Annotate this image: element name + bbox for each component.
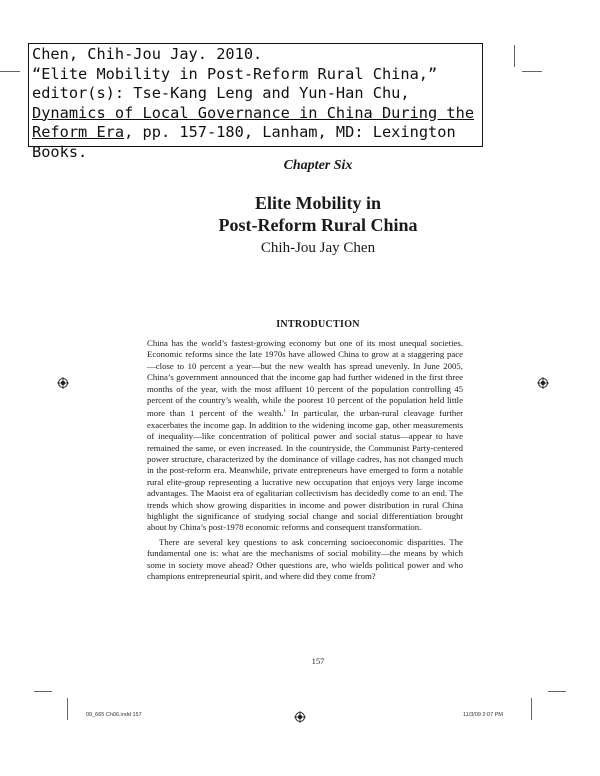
body-text (147, 338, 463, 582)
page-number: 157 (311, 656, 325, 666)
registration-mark-left-icon (57, 377, 69, 389)
chapter-title-line1: Elite Mobility in (255, 193, 381, 213)
crop-mark-bottom-left-v (67, 698, 68, 720)
paragraph-1-text-b: In particular, the urban-rural cleavage further exacerbates the income gap. In addition to the widening income gap, other measurements of inequality—like concentration of political power and social status—appear to have remained the same, or even increased. In the countryside, the Communist Party-centered power structure, characterized by the dominance of village cadres, has not changed much in the post-reform era. Meanwhile, private entrepreneurs have emerged to form a notable rural elite-group representing a lucrative new occupation that enjoys very large income advantages. The Maoist era of egalitarian collectivism has decidedly come to an end. The trends which show growing disparities in income and power distribution in rural China highlight the significance of studying social change and social differentiation brought about by China’s post-1978 economic reforms and consequent transformation. (147, 408, 463, 533)
crop-mark-top-left-h (0, 71, 20, 72)
crop-mark-top-right-h (522, 71, 542, 72)
citation-book-title: Dynamics of Local Governance in China During the (32, 103, 475, 122)
slug-file-info: 09_665 Ch06.indd 157 (86, 712, 142, 718)
chapter-title (0, 192, 600, 236)
paragraph-2 (147, 537, 463, 583)
registration-mark-right-icon (537, 377, 549, 389)
citation-line: Chen, Chih-Jou Jay. 2010. (32, 45, 263, 63)
citation-box (28, 43, 483, 161)
footnote-marker: 1 (283, 408, 287, 415)
registration-mark-bottom-icon (294, 711, 306, 723)
crop-mark-bottom-right-v (531, 698, 532, 720)
section-heading: INTRODUCTION (276, 319, 360, 330)
crop-mark-top-right-v (514, 45, 515, 67)
author-name: Chih-Jou Jay Chen (260, 240, 376, 256)
citation-line: “Elite Mobility in Post-Reform Rural China,” (32, 64, 438, 83)
slug-timestamp: 11/3/09 2:07 PM (463, 712, 503, 718)
chapter-label: Chapter Six (283, 158, 353, 173)
paragraph-1 (147, 338, 463, 534)
citation-book-title: Reform Era (32, 123, 125, 141)
citation-line (32, 123, 482, 143)
paragraph-1-text-a: China has the world’s fastest-growing economy but one of its most unequal societies. Economic reforms since the late 1970s have allowed China to grow at a staggering pace—close to 10 percent a year—but the new wealth has spread unevenly. In June 2005, China’s government announced that the income gap had further widened in the first three months of the year, with the most affluent 10 percent of the population controlling 45 percent of the country’s wealth, while the poorest 10 percent of the population held little more than 1 percent of the wealth. (147, 338, 463, 419)
paragraph-2-text: There are several key questions to ask concerning socioeconomic disparities. The fundamental one is: what are the mechanisms of social mobility—the means by which some in society move ahead? Other questions are, who wields political power and who champions entrepreneurial spirit, and where did they come from? (147, 536, 463, 582)
chapter-title-line2: Post-Reform Rural China (218, 215, 418, 235)
citation-line: Books. (32, 142, 88, 161)
citation-pages-publisher: , pp. 157-180, Lanham, MD: Lexington (124, 123, 456, 141)
citation-line (32, 104, 482, 124)
citation-line: editor(s): Tse-Kang Leng and Yun-Han Chu, (32, 84, 410, 102)
crop-mark-bottom-right-h (548, 691, 566, 692)
crop-mark-bottom-left-h (34, 691, 52, 692)
